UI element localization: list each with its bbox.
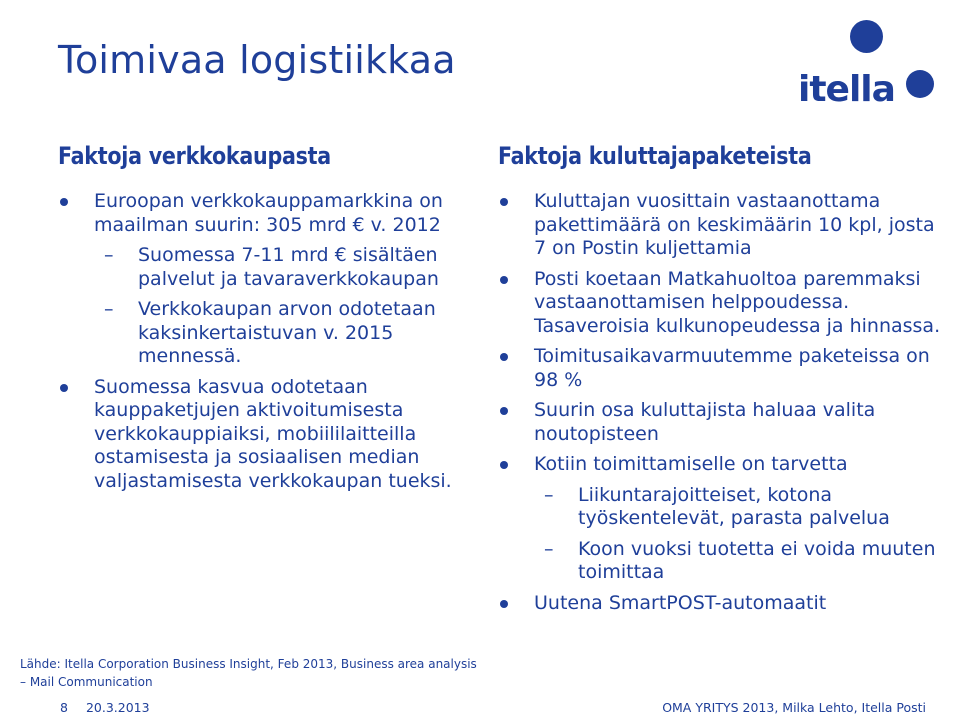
left-sub-item-1: – Suomessa 7-11 mrd € sisältäen palvelut ja tavaraverkkokaupan (94, 244, 478, 291)
left-heading: Faktoja verkkokaupasta (58, 142, 331, 170)
right-bullet-5 (498, 453, 948, 585)
right-sub-item-2: – Koon vuoksi tuotetta ei voida muuten toimittaa (534, 538, 948, 585)
logo-wordmark: itella (798, 69, 895, 110)
left-sub-list (94, 244, 478, 369)
right-bullet-6: Uutena SmartPOST-automaatit (498, 592, 948, 616)
right-column (498, 142, 948, 622)
right-bullet-1: Kuluttajan vuosittain vastaanottama pakettimäärä on keskimäärin 10 kpl, josta 7 on Postin kuljettamia (498, 190, 948, 261)
right-sub-item-1: – Liikuntarajoitteiset, kotona työskentelevät, parasta palvelua (534, 484, 948, 531)
page-number: 8 (60, 700, 68, 715)
left-bullet-1 (58, 190, 478, 369)
footer-right-text: OMA YRITYS 2013, Milka Lehto, Itella Posti (662, 700, 926, 715)
right-bullet-2: Posti koetaan Matkahuoltoa paremmaksi vastaanottamisen helppoudessa. Tasaveroisia kulkunopeudessa ja hinnassa. (498, 268, 948, 339)
right-heading: Faktoja kuluttajapaketeista (498, 142, 812, 170)
right-bullet-5-text: Kotiin toimittamiselle on tarvetta (534, 453, 848, 475)
left-bullet-list (58, 190, 478, 493)
right-bullet-4: Suurin osa kuluttajista haluaa valita noutopisteen (498, 399, 948, 446)
left-bullet-2 (58, 376, 478, 494)
left-sub-item-2: – Verkkokaupan arvon odotetaan kaksinkertaistuvan v. 2015 mennessä. (94, 298, 478, 369)
itella-logo (798, 16, 943, 110)
footer-left (60, 700, 150, 715)
right-bullet-3: Toimitusaikavarmuutemme paketeissa on 98 % (498, 345, 948, 392)
left-bullet-2-text: Suomessa kasvua odotetaan kauppaketjujen aktivoitumisesta verkkokauppiaiksi, mobiililaitteilla ostamisesta ja sosiaalisen median valjastamisesta verkkokaupan tueksi. (94, 375, 452, 492)
footer-date: 20.3.2013 (85, 700, 150, 715)
logo-dot-large (850, 20, 883, 53)
right-sub-list (534, 484, 948, 585)
left-bullet-1-text: Euroopan verkkokauppamarkkina on maailman suurin: 305 mrd € v. 2012 (94, 190, 443, 236)
left-column (58, 142, 478, 500)
logo-dot-small (906, 70, 934, 98)
right-bullet-list (498, 190, 948, 615)
slide-title: Toimivaa logistiikkaa (58, 38, 456, 82)
source-note: Lähde: Itella Corporation Business Insight, Feb 2013, Business area analysis – Mail Communication (20, 657, 477, 689)
